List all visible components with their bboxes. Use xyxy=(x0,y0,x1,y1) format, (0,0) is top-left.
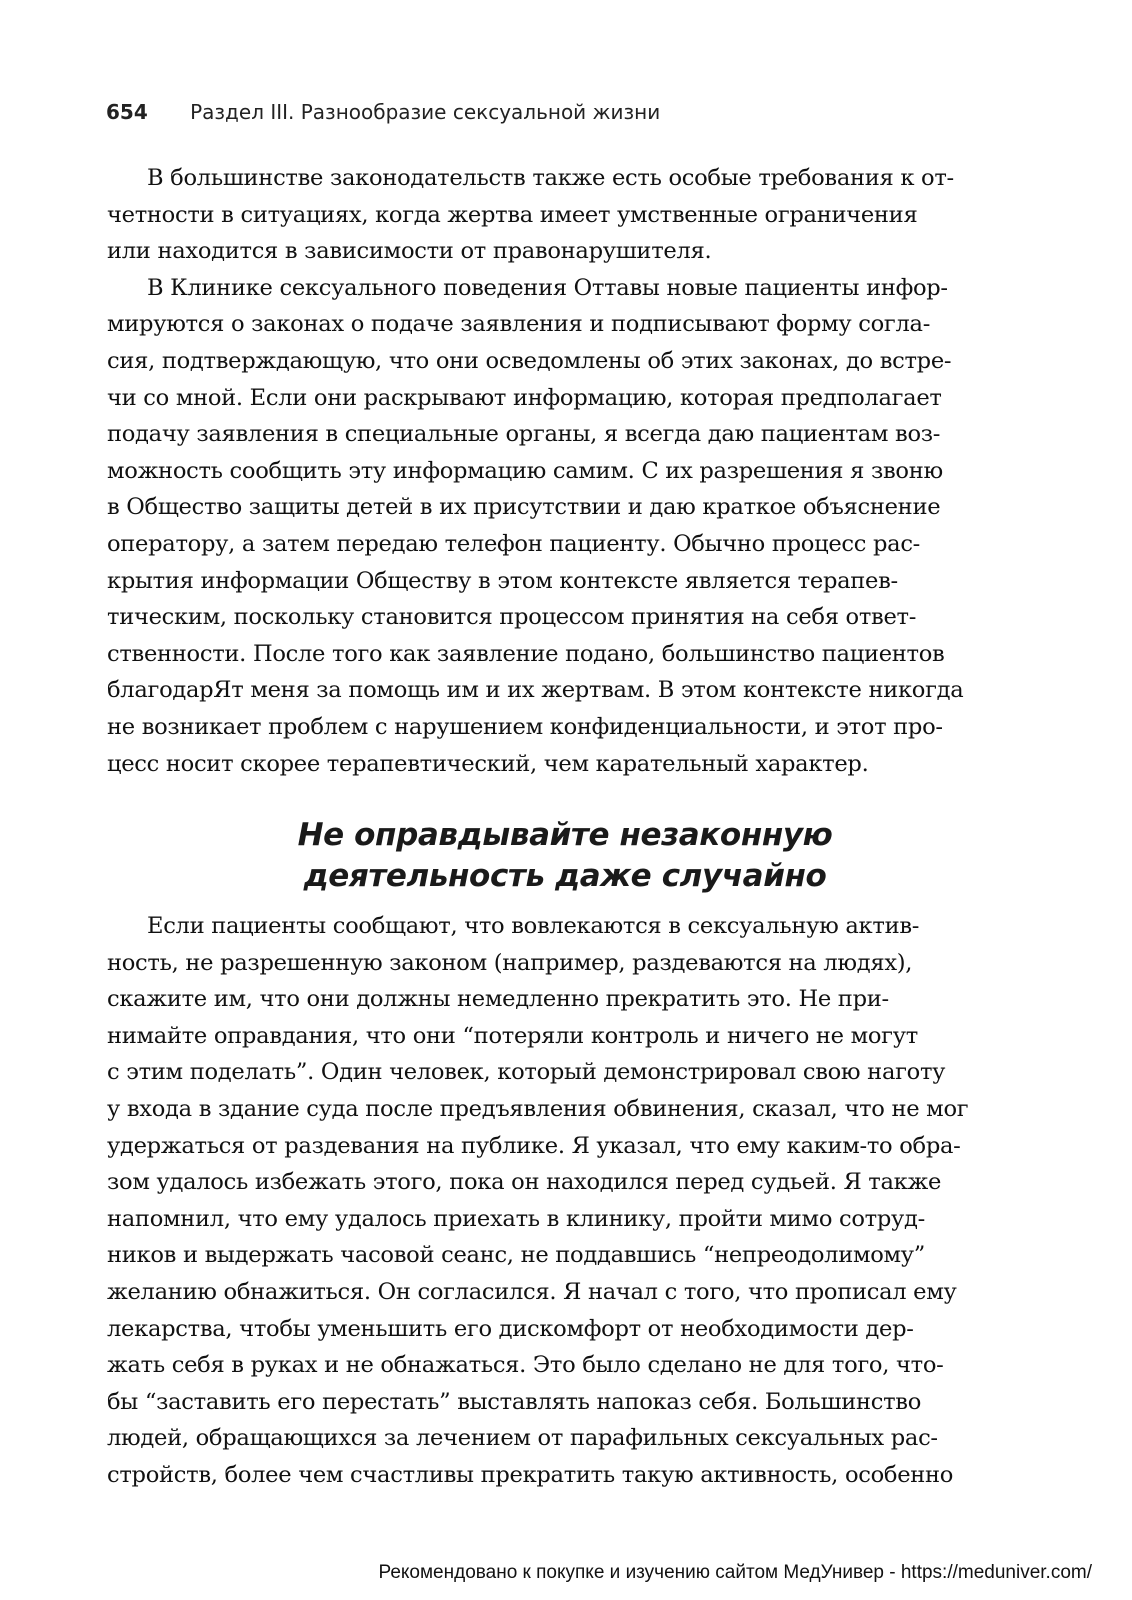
running-header xyxy=(106,100,660,124)
section-heading: Не оправдывайте незаконную деятельность даже случайно xyxy=(297,817,833,894)
running-title: Раздел III. Разнообразие сексуальной жизни xyxy=(190,100,661,124)
paragraph-reporting-requirements: В большинстве законодательств также есть особые требования к от- четности в ситуациях, когда жертва имеет умственные ограничения или находится в зависимости от правонарушителя. xyxy=(107,165,954,265)
paragraph-ottawa-clinic: В Клинике сексуального поведения Оттавы новые пациенты инфор- мируются о законах о подаче заявления и подписывают форму согла- сия, подтверждающую, что они осведомлены об этих законах, до встре- чи со мной. Если они раскрывают информацию, которая предполагает подачу заявления в специальные органы, я всегда даю пациентам воз- можность сообщить эту информацию самим. С их разрешения я звоню в Общество защиты детей в их присутствии и даю краткое объяснение оператору, а затем передаю телефон пациенту. Обычно процесс рас- крытия информации Обществу в этом контексте является терапев- тическим, поскольку становится процессом принятия на себя ответ- ственности. После того как заявление подано, большинство пациентов благодарЯт меня за помощь им и их жертвам. В этом контексте никогда не возникает проблем с нарушением конфиденциальности, и этот про- цесс носит скорее терапевтический, чем карательный характер. xyxy=(107,274,964,777)
footer-recommendation: Рекомендовано к покупке и изучению сайтом МедУнивер - https://meduniver.com/ xyxy=(378,1562,1092,1583)
page-number: 654 xyxy=(106,100,148,124)
paragraph-illegal-activity: Если пациенты сообщают, что вовлекаются в сексуальную актив- ность, не разрешенную законом (например, раздеваются на людях), скажите им, что они должны немедленно прекратить это. Не при- нимайте оправдания, что они “потеряли контроль и ничего не могут с этим поделать”. Один человек, который демонстрировал свою наготу у входа в здание суда после предъявления обвинения, сказал, что не мог удержаться от раздевания на публике. Я указал, что ему каким-то обра- зом удалось избежать этого, пока он находился перед судьей. Я также напомнил, что ему удалось приехать в клинику, пройти мимо сотруд- ников и выдержать часовой сеанс, не поддавшись “непреодолимому” желанию обнажиться. Он согласился. Я начал с того, что прописал ему лекарства, чтобы уменьшить его дискомфорт от необходимости дер- жать себя в руках и не обнажаться. Это было сделано не для того, что- бы “заставить его перестать” выставлять напоказ себя. Большинство людей, обращающихся за лечением от парафильных сексуальных рас- стройств, более чем счастливы прекратить такую активность, особенно xyxy=(107,913,969,1488)
text-block-after-heading xyxy=(107,908,1023,1494)
text-block-before-heading xyxy=(107,160,1023,782)
